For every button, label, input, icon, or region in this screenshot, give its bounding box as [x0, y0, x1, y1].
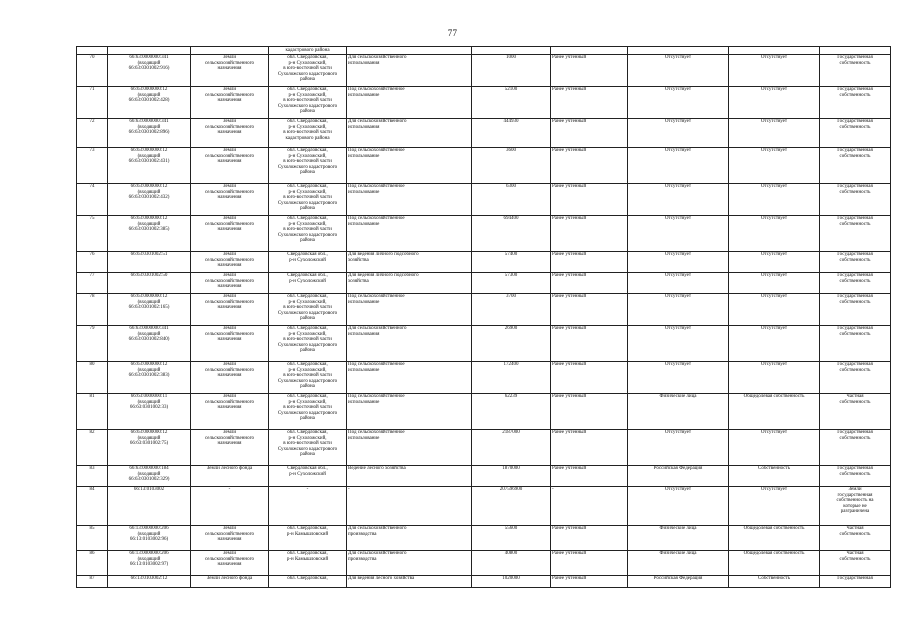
- cell-address: обл. Свердловская, р-н Камышловский: [269, 550, 347, 575]
- table-row: [77, 147, 891, 183]
- cell-land-category: Земли сельскохозяйственного назначения: [191, 251, 269, 272]
- table-row: [77, 86, 891, 118]
- cell-cadastral-number: 66:63:0000000:341 (входящий 66:63:0301002:840): [108, 325, 191, 361]
- cell-land-category: Земли сельскохозяйственного назначения: [191, 54, 269, 86]
- cell-status: Ранее учтенный: [551, 147, 628, 183]
- cell-number: 76: [77, 251, 108, 272]
- cell-right-type: Отсутствует: [729, 429, 820, 465]
- cell-cadastral-number: 66:63:0301002:50: [108, 272, 191, 293]
- cell-address: обл. Свердловская, р-н Сухоложский, в юго-восточной части Сухоложского кадастрового района: [269, 393, 347, 429]
- table-row: [77, 393, 891, 429]
- cell-cadastral-number: 66:13:0103002:12: [108, 575, 191, 587]
- cell-ownership-form: Государственная собственность: [820, 86, 891, 118]
- cell-area: 26900: [472, 325, 551, 361]
- cell-status: Ранее учтенный: [551, 575, 628, 587]
- cell-status: Ранее учтенный: [551, 550, 628, 575]
- cell-right-holder: Российская Федерация: [628, 575, 729, 587]
- cell-area: 57300: [472, 272, 551, 293]
- cell-land-category: Земли сельскохозяйственного назначения: [191, 293, 269, 325]
- cell-address: обл. Свердловская, р-н Сухоложский, в юго-восточной части Сухоложского кадастрового района: [269, 86, 347, 118]
- cell-right-holder: Отсутствует: [628, 118, 729, 147]
- table-row-continuation: [77, 47, 891, 55]
- cell-address: обл. Свердловская, р-н Сухоложский, в юго-восточной части Сухоложского кадастрового района: [269, 215, 347, 251]
- cell-ownership-form: Государственная собственность: [820, 147, 891, 183]
- cell-number: 75: [77, 215, 108, 251]
- cell-address: -: [269, 486, 347, 525]
- cell-cadastral-number: 66:63:0000000:341 (входящий 66:63:0301002:896): [108, 118, 191, 147]
- cell-number: 77: [77, 272, 108, 293]
- cell-area: 6300: [472, 183, 551, 215]
- cell-ownership-form: Государственная собственность: [820, 54, 891, 86]
- cell-right-holder: Отсутствует: [628, 486, 729, 525]
- cell-permitted-use: -: [347, 486, 472, 525]
- cell-ownership-form: Государственная собственность: [820, 183, 891, 215]
- cell-right-type: [729, 47, 820, 55]
- cell-status: Ранее учтенный: [551, 118, 628, 147]
- cell-permitted-use: Для сельскохозяйственного использования: [347, 118, 472, 147]
- cell-right-holder: Отсутствует: [628, 147, 729, 183]
- cell-ownership-form: Частная собственность: [820, 550, 891, 575]
- cell-status: Ранее учтенный: [551, 215, 628, 251]
- page-number: 77: [447, 28, 458, 38]
- cell-right-holder: Физические лица: [628, 525, 729, 550]
- cell-area: 1870000: [472, 465, 551, 486]
- cell-address: обл. Свердловская, р-н Сухоложский, в юго-восточной части Сухоложского кадастрового района: [269, 54, 347, 86]
- cell-right-type: Отсутствует: [729, 293, 820, 325]
- cell-area: [472, 47, 551, 55]
- cell-right-holder: Физические лица: [628, 393, 729, 429]
- table-row: [77, 54, 891, 86]
- cell-number: 85: [77, 525, 108, 550]
- cell-address: обл. Свердловская, р-н Сухоложский, в юго-восточной части Сухоложского кадастрового района: [269, 325, 347, 361]
- cell-cadastral-number: 66:63:0000000:12 (входящий 66:63:0301002:432): [108, 183, 191, 215]
- cell-status: Ранее учтенный: [551, 293, 628, 325]
- cell-number: 82: [77, 429, 108, 465]
- cell-cadastral-number: 66:63:0000000:341 (входящий 66:63:0301002:916): [108, 54, 191, 86]
- cell-permitted-use: Под сельскохозяйственное использование: [347, 393, 472, 429]
- cell-number: 79: [77, 325, 108, 361]
- table-row: [77, 293, 891, 325]
- cell-land-category: Земли сельскохозяйственного назначения: [191, 272, 269, 293]
- cell-permitted-use: Под сельскохозяйственное использование: [347, 183, 472, 215]
- cell-right-type: Общедолевая собственность: [729, 393, 820, 429]
- cell-right-type: Отсутствует: [729, 272, 820, 293]
- cell-number: 81: [77, 393, 108, 429]
- cell-cadastral-number: 66:63:0000000:184 (входящий 66:63:0301002:329): [108, 465, 191, 486]
- cell-land-category: [191, 47, 269, 55]
- cell-area: 1020000: [472, 575, 551, 587]
- cell-cadastral-number: 66:13:0000000:206 (входящий 66:13:0103002:96): [108, 525, 191, 550]
- table-row: [77, 361, 891, 393]
- cell-address: обл. Свердловская,: [269, 575, 347, 587]
- cell-ownership-form: Государственная: [820, 575, 891, 587]
- cell-cadastral-number: 66:63:0000000:12 (входящий 66:63:0301002:383): [108, 361, 191, 393]
- cell-status: Ранее учтенный: [551, 325, 628, 361]
- cell-ownership-form: Государственная собственность: [820, 215, 891, 251]
- cell-permitted-use: Для сельскохозяйственного производства: [347, 525, 472, 550]
- table-row: [77, 465, 891, 486]
- cell-number: 73: [77, 147, 108, 183]
- cell-number: 72: [77, 118, 108, 147]
- cell-cadastral-number: 66:13:0103002: [108, 486, 191, 525]
- cell-cadastral-number: 66:63:0000000:12 (входящий 66:63:0301002:385): [108, 215, 191, 251]
- land-plots-table: [76, 46, 891, 588]
- cell-status: Ранее учтенный: [551, 54, 628, 86]
- cell-status: Ранее учтенный: [551, 183, 628, 215]
- table-row: [77, 272, 891, 293]
- cell-right-holder: Физические лица: [628, 550, 729, 575]
- cell-cadastral-number: 66:63:0000000:11 (входящий 66:63:0301002:33): [108, 393, 191, 429]
- cell-permitted-use: Под сельскохозяйственное использование: [347, 429, 472, 465]
- cell-area: 57400: [472, 251, 551, 272]
- table-row: [77, 575, 891, 587]
- cell-right-type: Отсутствует: [729, 54, 820, 86]
- cell-cadastral-number: 66:63:0301002:51: [108, 251, 191, 272]
- cell-land-category: Земли сельскохозяйственного назначения: [191, 525, 269, 550]
- cell-land-category: Земли сельскохозяйственного назначения: [191, 183, 269, 215]
- cell-address: обл. Свердловская, р-н Сухоложский, в юго-восточной части Сухоложского кадастрового района: [269, 429, 347, 465]
- cell-permitted-use: Для сельскохозяйственного использования: [347, 54, 472, 86]
- cell-number: 74: [77, 183, 108, 215]
- cell-land-category: Земли сельскохозяйственного назначения: [191, 86, 269, 118]
- cell-land-category: Земли сельскохозяйственного назначения: [191, 147, 269, 183]
- cell-right-holder: Отсутствует: [628, 251, 729, 272]
- cell-land-category: -: [191, 486, 269, 525]
- cell-permitted-use: Под сельскохозяйственное использование: [347, 86, 472, 118]
- cell-land-category: Земли сельскохозяйственного назначения: [191, 325, 269, 361]
- cell-area: 694400: [472, 215, 551, 251]
- cell-cadastral-number: 66:63:0000000:12 (входящий 66:63:0301002:431): [108, 147, 191, 183]
- cell-right-type: Отсутствует: [729, 486, 820, 525]
- cell-right-holder: Отсутствует: [628, 272, 729, 293]
- cell-ownership-form: Частная собственность: [820, 525, 891, 550]
- cell-area: 172400: [472, 361, 551, 393]
- cell-ownership-form: Государственная собственность: [820, 325, 891, 361]
- cell-area: 3600: [472, 147, 551, 183]
- cell-status: Ранее учтенный: [551, 429, 628, 465]
- cell-address: обл. Свердловская, р-н Сухоложский, в юго-восточной части Сухоложского кадастрового района: [269, 293, 347, 325]
- table-row: [77, 550, 891, 575]
- cell-right-holder: Отсутствует: [628, 361, 729, 393]
- cell-ownership-form: Государственная собственность: [820, 465, 891, 486]
- cell-right-type: Собственность: [729, 465, 820, 486]
- cell-ownership-form: Государственная собственность: [820, 251, 891, 272]
- cell-right-holder: Отсутствует: [628, 429, 729, 465]
- cell-address: Свердловская обл., р-н Сухоложский: [269, 251, 347, 272]
- cell-right-holder: Отсутствует: [628, 183, 729, 215]
- cell-land-category: Земли сельскохозяйственного назначения: [191, 393, 269, 429]
- cell-right-type: Отсутствует: [729, 251, 820, 272]
- cell-status: Ранее учтенный: [551, 393, 628, 429]
- cell-area: 62239: [472, 393, 551, 429]
- cell-address: Свердловская обл., р-н Сухоложский: [269, 272, 347, 293]
- cell-land-category: Земли сельскохозяйственного назначения: [191, 429, 269, 465]
- cell-right-type: Отсутствует: [729, 118, 820, 147]
- cell-address: обл. Свердловская, р-н Сухоложский, в юго-восточной части кадастрового района: [269, 118, 347, 147]
- cell-permitted-use: [347, 47, 472, 55]
- cell-status: Ранее учтенный: [551, 251, 628, 272]
- cell-right-type: Отсутствует: [729, 183, 820, 215]
- cell-status: Ранее учтенный: [551, 465, 628, 486]
- cell-number: 78: [77, 293, 108, 325]
- cell-right-holder: Отсутствует: [628, 215, 729, 251]
- cell-right-holder: [628, 47, 729, 55]
- cell-right-type: Общедолевая собственность: [729, 550, 820, 575]
- cell-permitted-use: Под сельскохозяйственное использование: [347, 361, 472, 393]
- cell-land-category: Земли лесного фонда: [191, 575, 269, 587]
- cell-right-holder: Отсутствует: [628, 54, 729, 86]
- cell-area: 3700: [472, 293, 551, 325]
- cell-address: обл. Свердловская, р-н Камышловский: [269, 525, 347, 550]
- cell-number: 84: [77, 486, 108, 525]
- table-row: [77, 118, 891, 147]
- cell-ownership-form: Государственная собственность: [820, 272, 891, 293]
- cell-address: обл. Свердловская, р-н Сухоложский, в юго-восточной части Сухоложского кадастрового района: [269, 183, 347, 215]
- cell-permitted-use: Для сельскохозяйственного использования: [347, 325, 472, 361]
- cell-cadastral-number: 66:63:0000000:12 (входящий 66:63:0301002:75): [108, 429, 191, 465]
- cell-number: [77, 47, 108, 55]
- cell-right-type: Отсутствует: [729, 325, 820, 361]
- cell-address: обл. Свердловская, р-н Сухоложский, в юго-восточной части Сухоложского кадастрового района: [269, 147, 347, 183]
- cell-number: 80: [77, 361, 108, 393]
- table-row: [77, 325, 891, 361]
- cell-right-holder: Отсутствует: [628, 293, 729, 325]
- cell-number: 70: [77, 54, 108, 86]
- cell-area: 1000: [472, 54, 551, 86]
- cell-number: 71: [77, 86, 108, 118]
- cell-status: [551, 47, 628, 55]
- cell-area: 207596900: [472, 486, 551, 525]
- cell-ownership-form: Государственная собственность: [820, 361, 891, 393]
- cell-status: -: [551, 486, 628, 525]
- cell-cadastral-number: 66:63:0000000:12 (входящий 66:63:0301002:428): [108, 86, 191, 118]
- cell-permitted-use: Для ведения лесного хозяйства: [347, 575, 472, 587]
- cell-right-type: Отсутствует: [729, 147, 820, 183]
- cell-status: Ранее учтенный: [551, 272, 628, 293]
- cell-area: 444930: [472, 118, 551, 147]
- cell-address: обл. Свердловская, р-н Сухоложский, в юго-восточной части Сухоложского кадастрового района: [269, 361, 347, 393]
- cell-ownership-form: Государственная собственность: [820, 118, 891, 147]
- cell-permitted-use: Для сельскохозяйственного производства: [347, 550, 472, 575]
- cell-permitted-use: Под сельскохозяйственное использование: [347, 215, 472, 251]
- cell-area: 55600: [472, 525, 551, 550]
- cell-ownership-form: Частная собственность: [820, 393, 891, 429]
- table-row: [77, 183, 891, 215]
- table-row: [77, 429, 891, 465]
- cell-cadastral-number: 66:63:0000000:12 (входящий 66:63:0301002:165): [108, 293, 191, 325]
- cell-ownership-form: [820, 47, 891, 55]
- cell-right-holder: Отсутствует: [628, 325, 729, 361]
- cell-right-type: Отсутствует: [729, 215, 820, 251]
- cell-right-type: Отсутствует: [729, 361, 820, 393]
- table-row: [77, 251, 891, 272]
- table-row: [77, 525, 891, 550]
- cell-right-holder: Отсутствует: [628, 86, 729, 118]
- cell-right-type: Собственность: [729, 575, 820, 587]
- cell-status: Ранее учтенный: [551, 86, 628, 118]
- cell-permitted-use: Для ведения личного подсобного хозяйства: [347, 272, 472, 293]
- table-body: [77, 47, 891, 588]
- cell-cadastral-number: [108, 47, 191, 55]
- table-row: [77, 486, 891, 525]
- cell-permitted-use: Ведение лесного хозяйства: [347, 465, 472, 486]
- cell-ownership-form: Государственная собственность: [820, 429, 891, 465]
- cell-number: 86: [77, 550, 108, 575]
- cell-number: 83: [77, 465, 108, 486]
- cell-permitted-use: Под сельскохозяйственное использование: [347, 147, 472, 183]
- cell-ownership-form: Земли государственная собственность на которые не разграничена: [820, 486, 891, 525]
- cell-ownership-form: Государственная собственность: [820, 293, 891, 325]
- cell-land-category: Земли сельскохозяйственного назначения: [191, 215, 269, 251]
- cell-right-type: Общедолевая собственность: [729, 525, 820, 550]
- cell-right-type: Отсутствует: [729, 86, 820, 118]
- cell-status: Ранее учтенный: [551, 361, 628, 393]
- cell-land-category: Земли сельскохозяйственного назначения: [191, 361, 269, 393]
- cell-area: 2187000: [472, 429, 551, 465]
- cell-address: кадастрового района: [269, 47, 347, 55]
- cell-land-category: Земли сельскохозяйственного назначения: [191, 550, 269, 575]
- cell-land-category: Земли лесного фонда: [191, 465, 269, 486]
- table-row: [77, 215, 891, 251]
- cell-address: Свердловская обл., р-н Сухоложский: [269, 465, 347, 486]
- cell-area: 40800: [472, 550, 551, 575]
- cell-right-holder: Российская Федерация: [628, 465, 729, 486]
- cell-land-category: Земли сельскохозяйственного назначения: [191, 118, 269, 147]
- cell-area: 52100: [472, 86, 551, 118]
- cell-permitted-use: Для ведения личного подсобного хозяйства: [347, 251, 472, 272]
- cell-number: 87: [77, 575, 108, 587]
- cell-status: Ранее учтенный: [551, 525, 628, 550]
- cell-permitted-use: Под сельскохозяйственное использование: [347, 293, 472, 325]
- cell-cadastral-number: 66:13:0000000:206 (входящий 66:13:0103002:97): [108, 550, 191, 575]
